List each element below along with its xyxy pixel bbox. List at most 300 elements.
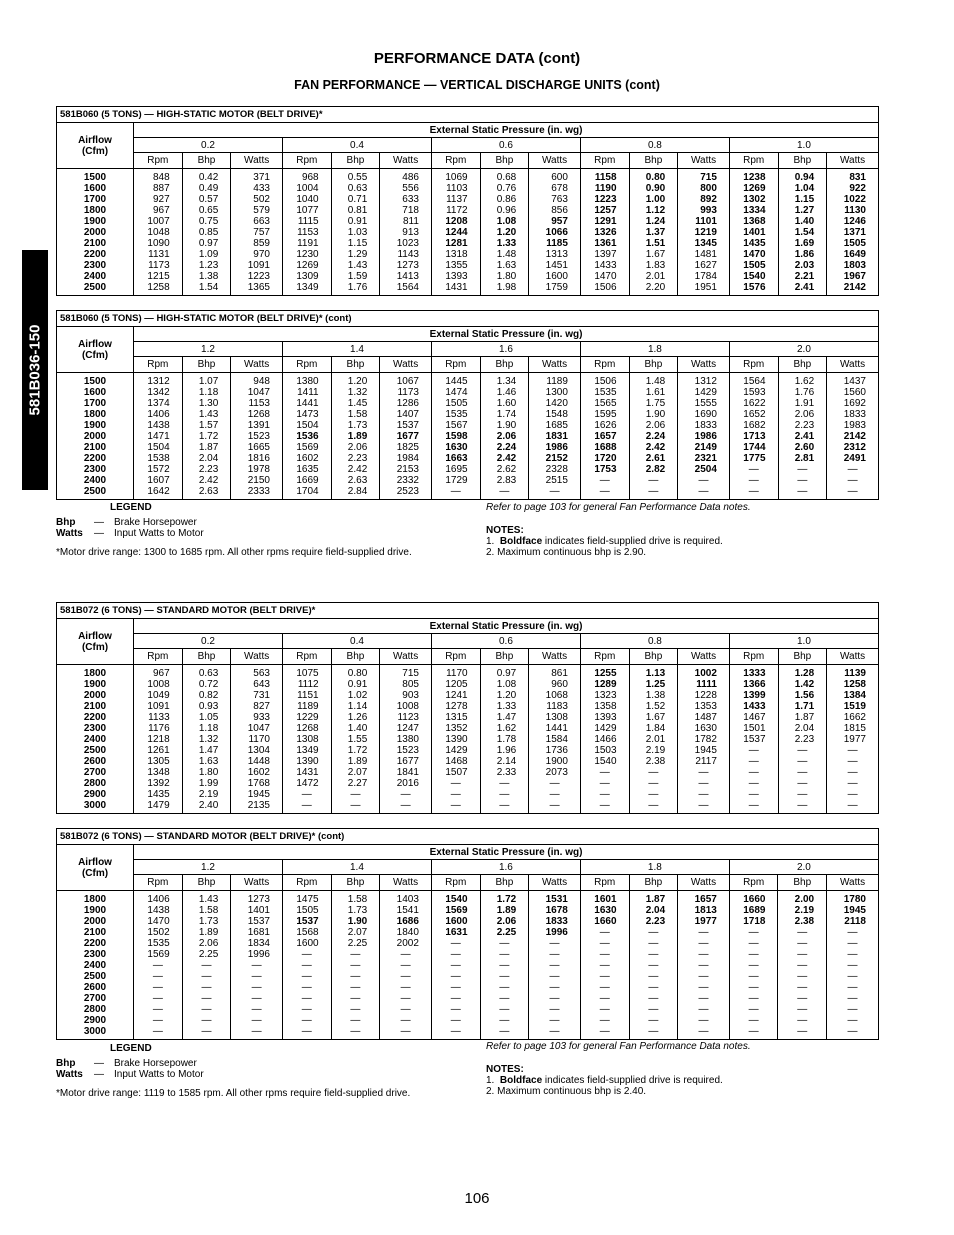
data-cell: 1441 [282,398,331,409]
bhp-header: Bhp [182,153,231,169]
data-cell: 1401 [729,227,778,238]
data-cell: 1183 [529,701,581,712]
airflow-label: Airflow [78,338,112,350]
data-cell: 1503 [580,745,629,756]
data-cell: — [380,1026,432,1040]
watts-header: Watts [529,649,581,665]
data-cell: — [778,1004,827,1015]
airflow-cell: 1600 [57,387,134,398]
data-cell: 1.62 [778,373,827,388]
data-cell: — [380,1015,432,1026]
data-cell: 1229 [282,712,331,723]
airflow-cell: 2600 [57,756,134,767]
airflow-cell: 2400 [57,734,134,745]
footnote-1: *Motor drive range: 1300 to 1685 rpm. All other rpms require field-supplied drive. [56,547,412,558]
data-cell: 1.96 [480,745,529,756]
bhp-header: Bhp [629,357,678,373]
fan-table-581b072-part1 [56,602,879,814]
watts-header: Watts [529,153,581,169]
data-cell: — [729,789,778,800]
data-cell: 1.47 [480,712,529,723]
data-cell: 1.14 [331,701,380,712]
data-cell: 1286 [380,398,432,409]
data-cell: 1246 [827,216,879,227]
data-cell: — [231,993,283,1004]
table-row [57,767,879,778]
data-cell: 1840 [380,927,432,938]
data-cell: 1505 [729,260,778,271]
data-cell: 1103 [431,183,480,194]
data-cell: 1191 [282,238,331,249]
data-cell: 1.40 [778,216,827,227]
data-cell: 2.42 [480,453,529,464]
data-cell: 0.71 [331,194,380,205]
data-cell: — [729,778,778,789]
cfm-label: (Cfm) [81,145,109,157]
data-cell: — [431,960,480,971]
data-cell: 1660 [729,891,778,906]
data-cell: — [778,745,827,756]
data-cell: 1.54 [182,282,231,296]
data-cell: — [331,993,380,1004]
data-cell: — [778,486,827,500]
data-cell: 0.91 [331,679,380,690]
data-cell: — [231,1004,283,1015]
data-cell: — [678,1004,730,1015]
bhp-header: Bhp [331,153,380,169]
data-cell: — [580,767,629,778]
data-cell: — [827,767,879,778]
side-tab [22,250,48,490]
data-cell: 1.58 [182,905,231,916]
data-cell: 1662 [827,712,879,723]
table-row [57,665,879,680]
data-cell: 1540 [729,271,778,282]
bhp-header: Bhp [331,357,380,373]
data-cell: 1473 [282,409,331,420]
airflow-cell: 1800 [57,205,134,216]
data-cell: 2.06 [480,431,529,442]
data-cell: 1537 [729,734,778,745]
data-cell: 1349 [282,282,331,296]
data-cell: 1309 [282,271,331,282]
bhp-header: Bhp [182,357,231,373]
data-cell: — [678,475,730,486]
data-cell: 1475 [282,891,331,906]
airflow-cell: 2800 [57,1004,134,1015]
data-cell: 2.04 [182,453,231,464]
data-cell: — [729,971,778,982]
data-cell: — [580,971,629,982]
data-cell: 2.60 [778,442,827,453]
data-cell: 1.25 [629,679,678,690]
data-cell: — [529,1004,581,1015]
bhp-header: Bhp [480,357,529,373]
data-cell: — [629,949,678,960]
data-cell: 848 [134,169,183,184]
data-cell: 1139 [827,665,879,680]
data-cell: — [134,993,183,1004]
rpm-header: Rpm [729,649,778,665]
data-cell: 1390 [282,756,331,767]
data-cell: — [480,993,529,1004]
data-cell: — [231,960,283,971]
data-cell: — [529,789,581,800]
fan-table-581b072-part2 [56,828,879,1040]
data-cell: — [431,1026,480,1040]
data-cell: 1.32 [331,387,380,398]
data-cell: — [629,1015,678,1026]
data-cell: — [480,960,529,971]
page-subtitle: FAN PERFORMANCE — VERTICAL DISCHARGE UNITS (cont) [294,78,660,92]
data-cell: — [134,1015,183,1026]
bhp-header: Bhp [480,649,529,665]
data-cell: — [827,475,879,486]
data-cell: 2.07 [331,927,380,938]
data-cell: 1.08 [480,679,529,690]
data-cell: 1630 [678,723,730,734]
data-cell: — [778,949,827,960]
data-cell: 1.63 [182,756,231,767]
data-cell: 1986 [678,431,730,442]
data-cell: 2.23 [629,916,678,927]
data-cell: — [331,971,380,982]
data-cell: 1507 [431,767,480,778]
rpm-header: Rpm [729,875,778,891]
data-cell: — [827,949,879,960]
data-cell: — [729,982,778,993]
data-cell: 1677 [380,756,432,767]
data-cell: 1470 [134,916,183,927]
data-cell: — [729,756,778,767]
data-cell: — [480,1004,529,1015]
data-cell: 600 [529,169,581,184]
data-cell: 1744 [729,442,778,453]
data-cell: 2.01 [629,271,678,282]
data-cell: 968 [282,169,331,184]
data-cell: 1441 [529,723,581,734]
data-cell: — [580,486,629,500]
data-cell: 1504 [134,442,183,453]
airflow-header [57,619,134,665]
watts-header: Watts [380,153,432,169]
data-cell: — [431,1015,480,1026]
data-cell: 1502 [134,927,183,938]
data-cell: 1433 [729,701,778,712]
data-cell: 1438 [134,420,183,431]
side-tab-label: 581B036-150 [26,324,44,416]
data-cell: 2.21 [778,271,827,282]
pressure-header: 1.2 [134,342,283,357]
data-cell: 1.37 [629,227,678,238]
data-cell: 1.72 [182,431,231,442]
data-cell: 1.46 [480,387,529,398]
table-row [57,993,879,1004]
table-row [57,712,879,723]
data-cell: 1.09 [182,249,231,260]
data-cell: 1.74 [480,409,529,420]
data-cell: 1470 [729,249,778,260]
airflow-cell: 2200 [57,249,134,260]
data-cell: 1023 [380,238,432,249]
data-cell: 1649 [827,249,879,260]
airflow-cell: 2100 [57,238,134,249]
table-row [57,282,879,296]
data-cell: 1131 [134,249,183,260]
data-cell: — [778,778,827,789]
table-row [57,1026,879,1040]
table-row [57,216,879,227]
data-cell: — [629,789,678,800]
data-cell: — [827,1004,879,1015]
table-row [57,800,879,814]
data-cell: 1600 [529,271,581,282]
data-cell: 1977 [678,916,730,927]
data-cell: 1506 [580,282,629,296]
data-cell: 1153 [231,398,283,409]
data-cell: — [529,993,581,1004]
data-cell: 1535 [134,938,183,949]
data-cell: — [431,938,480,949]
data-cell: — [580,475,629,486]
data-cell: — [729,927,778,938]
data-cell: 2117 [678,756,730,767]
data-cell: 1.91 [778,398,827,409]
data-cell: 1401 [231,905,283,916]
data-cell: 2.19 [778,905,827,916]
bhp-header: Bhp [182,875,231,891]
data-cell: 1371 [827,227,879,238]
data-cell: — [529,938,581,949]
data-cell: — [827,756,879,767]
pressure-header: 0.6 [431,138,580,153]
pressure-header: 1.2 [134,860,283,875]
data-cell: 1399 [729,690,778,701]
data-cell: 2150 [231,475,283,486]
data-cell: 2.41 [778,282,827,296]
bhp-header: Bhp [778,153,827,169]
data-cell: 1.27 [778,205,827,216]
data-cell: 2333 [231,486,283,500]
data-cell: 1.73 [331,420,380,431]
data-cell: 1.71 [778,701,827,712]
data-cell: — [827,993,879,1004]
legend-text: Brake Horsepower [114,517,197,528]
data-cell: 1218 [134,734,183,745]
data-cell: 1.86 [778,249,827,260]
table-row [57,260,879,271]
cfm-label: (Cfm) [81,349,109,361]
table-row [57,690,879,701]
rpm-header: Rpm [431,649,480,665]
airflow-header [57,123,134,169]
legend-dash: — [94,528,104,539]
rpm-header: Rpm [282,357,331,373]
data-cell: 1.43 [182,891,231,906]
data-cell: 2.38 [629,756,678,767]
data-cell: 1326 [580,227,629,238]
data-cell: 757 [231,227,283,238]
data-cell: 1678 [529,905,581,916]
data-cell: — [827,789,879,800]
data-cell: 0.86 [480,194,529,205]
data-cell: — [827,745,879,756]
data-cell: — [778,993,827,1004]
data-cell: 2.14 [480,756,529,767]
data-cell: — [629,475,678,486]
data-cell: 1313 [529,249,581,260]
data-cell: — [778,767,827,778]
data-cell: 1593 [729,387,778,398]
data-cell: — [827,938,879,949]
data-cell: 0.68 [480,169,529,184]
data-cell: — [134,960,183,971]
data-cell: 1.56 [778,690,827,701]
data-cell: 1631 [431,927,480,938]
watts-header: Watts [827,649,879,665]
data-cell: 1468 [431,756,480,767]
data-cell: — [380,800,432,814]
data-cell: 892 [678,194,730,205]
data-cell: 2.04 [778,723,827,734]
data-cell: 1.57 [182,420,231,431]
data-cell: — [529,778,581,789]
data-cell: — [134,971,183,982]
data-cell: 993 [678,205,730,216]
legend-1 [56,502,204,539]
data-cell: — [629,486,678,500]
data-cell: 2153 [380,464,432,475]
data-cell: 1537 [380,420,432,431]
data-cell: — [282,1004,331,1015]
data-cell: 1601 [580,891,629,906]
data-cell: 1278 [431,701,480,712]
legend-title: LEGEND [110,502,152,513]
data-cell: 1.84 [629,723,678,734]
data-cell: 556 [380,183,432,194]
data-cell: — [431,982,480,993]
watts-header: Watts [231,357,283,373]
data-cell: 2.61 [629,453,678,464]
data-cell: 1.62 [480,723,529,734]
data-cell: 1560 [827,387,879,398]
note-boldface: 1. Boldface indicates field-supplied drive is required. [486,536,723,547]
data-cell: — [480,778,529,789]
watts-header: Watts [529,875,581,891]
data-cell: 1472 [282,778,331,789]
data-cell: 2.63 [331,475,380,486]
data-cell: — [380,982,432,993]
data-cell: 1685 [529,420,581,431]
bhp-header: Bhp [629,153,678,169]
data-cell: 1291 [580,216,629,227]
data-cell: — [282,982,331,993]
data-cell: 1834 [231,938,283,949]
data-cell: 1393 [431,271,480,282]
data-cell: 1.12 [629,205,678,216]
table-row [57,1004,879,1015]
airflow-cell: 2100 [57,701,134,712]
data-cell: 1600 [282,938,331,949]
data-cell: 1258 [134,282,183,296]
bhp-header: Bhp [778,357,827,373]
data-cell: — [380,789,432,800]
data-cell: 1048 [134,227,183,238]
bhp-header: Bhp [629,875,678,891]
data-cell: 1607 [134,475,183,486]
data-cell: 1.08 [480,216,529,227]
data-cell: 1315 [431,712,480,723]
data-cell: 1569 [134,949,183,960]
data-cell: — [380,960,432,971]
data-cell: 1.03 [331,227,380,238]
legend-dash: — [94,1058,104,1069]
data-cell: — [580,1026,629,1040]
data-cell: 1688 [580,442,629,453]
data-cell: 1682 [729,420,778,431]
data-cell: — [480,982,529,993]
data-cell: 1130 [827,205,879,216]
data-cell: 859 [231,238,283,249]
data-cell: 1833 [678,420,730,431]
data-cell: — [580,927,629,938]
data-cell: — [827,1026,879,1040]
data-cell: 1208 [431,216,480,227]
data-cell: 1.38 [182,271,231,282]
data-cell: 1986 [529,442,581,453]
data-cell: 1223 [580,194,629,205]
data-cell: 1996 [529,927,581,938]
data-cell: 1047 [231,723,283,734]
airflow-cell: 2000 [57,227,134,238]
data-cell: — [778,464,827,475]
airflow-cell: 2700 [57,993,134,1004]
data-cell: 1535 [580,387,629,398]
data-cell: 1548 [529,409,581,420]
data-cell: 1435 [729,238,778,249]
data-cell: 1537 [231,916,283,927]
table-row [57,238,879,249]
data-cell: — [778,1015,827,1026]
data-cell: 2.19 [629,745,678,756]
airflow-cell: 2100 [57,927,134,938]
data-cell: 1411 [282,387,331,398]
rpm-header: Rpm [134,153,183,169]
data-cell: 1.00 [629,194,678,205]
data-cell: — [182,1026,231,1040]
footnote-2: *Motor drive range: 1119 to 1585 rpm. All other rpms require field-supplied drive. [56,1088,411,1099]
data-cell: — [331,800,380,814]
data-cell: 1536 [282,431,331,442]
data-cell: 2.33 [480,767,529,778]
data-cell: 1481 [678,249,730,260]
data-cell: 1437 [827,373,879,388]
rpm-header: Rpm [282,875,331,891]
esp-header: External Static Pressure (in. wg) [134,123,879,138]
data-cell: — [729,1004,778,1015]
data-cell: 1567 [431,420,480,431]
data-cell: 1803 [827,260,879,271]
data-cell: 1.04 [778,183,827,194]
watts-header: Watts [827,357,879,373]
rpm-header: Rpm [729,357,778,373]
data-cell: — [580,993,629,1004]
data-cell: 1768 [231,778,283,789]
data-cell: 2.00 [778,891,827,906]
data-cell: 2.04 [629,905,678,916]
data-cell: 1.47 [182,745,231,756]
data-cell: 1.61 [629,387,678,398]
